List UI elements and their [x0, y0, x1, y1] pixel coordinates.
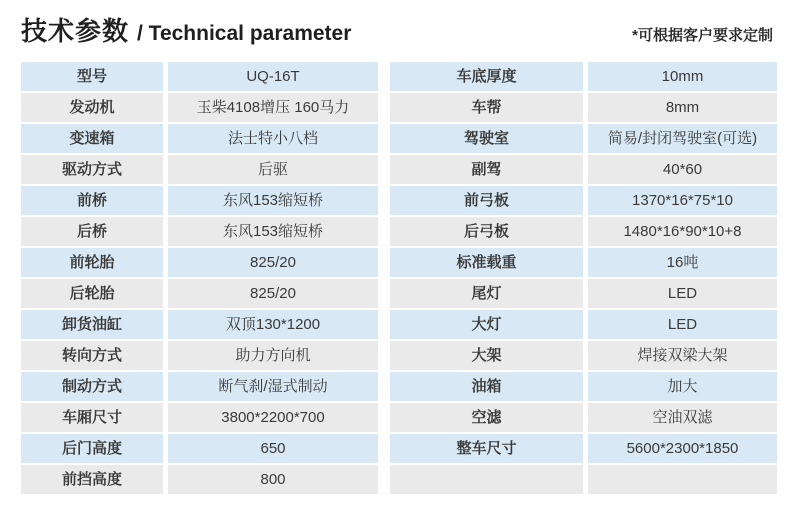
param-label: 转向方式 [21, 341, 163, 370]
param-label: 空滤 [390, 403, 583, 432]
param-label: 尾灯 [390, 279, 583, 308]
table-row [390, 279, 777, 308]
param-value: 825/20 [168, 248, 378, 277]
param-label: 变速箱 [21, 124, 163, 153]
param-label: 后弓板 [390, 217, 583, 246]
param-label: 副驾 [390, 155, 583, 184]
param-label: 车厢尺寸 [21, 403, 163, 432]
param-value: 焊接双梁大架 [588, 341, 777, 370]
param-label: 驱动方式 [21, 155, 163, 184]
page-title-english: / Technical parameter [137, 22, 352, 45]
table-row [390, 310, 777, 339]
param-label: 油箱 [390, 372, 583, 401]
spec-table-right [390, 62, 777, 494]
param-label: 大架 [390, 341, 583, 370]
param-label [390, 465, 583, 494]
param-label: 后桥 [21, 217, 163, 246]
param-value: 玉柴4108增压 160马力 [168, 93, 378, 122]
table-row [21, 124, 378, 153]
param-label: 整车尺寸 [390, 434, 583, 463]
param-value: 5600*2300*1850 [588, 434, 777, 463]
table-row [21, 62, 378, 91]
customization-note: *可根据客户要求定制 [632, 27, 773, 44]
param-value: 8mm [588, 93, 777, 122]
param-value: 空油双滤 [588, 403, 777, 432]
param-label: 制动方式 [21, 372, 163, 401]
param-label: 前轮胎 [21, 248, 163, 277]
param-value: 1480*16*90*10+8 [588, 217, 777, 246]
param-label: 车帮 [390, 93, 583, 122]
param-value: UQ-16T [168, 62, 378, 91]
param-value [588, 465, 777, 494]
param-label: 型号 [21, 62, 163, 91]
param-value: 断气刹/湿式制动 [168, 372, 378, 401]
table-row [21, 372, 378, 401]
spec-table-left [21, 62, 378, 494]
param-value: 东风153缩短桥 [168, 186, 378, 215]
page-header [0, 0, 800, 48]
param-value: LED [588, 279, 777, 308]
table-row [390, 248, 777, 277]
table-row [390, 93, 777, 122]
param-label: 前弓板 [390, 186, 583, 215]
table-row [21, 186, 378, 215]
param-value: 650 [168, 434, 378, 463]
table-row [390, 372, 777, 401]
table-row-empty [390, 465, 777, 494]
param-value: 825/20 [168, 279, 378, 308]
param-value: LED [588, 310, 777, 339]
table-row [390, 155, 777, 184]
table-row [390, 124, 777, 153]
param-value: 双顶130*1200 [168, 310, 378, 339]
table-row [21, 279, 378, 308]
table-row [390, 341, 777, 370]
param-value: 加大 [588, 372, 777, 401]
page-title-chinese: 技术参数 [21, 16, 130, 46]
param-value: 1370*16*75*10 [588, 186, 777, 215]
param-value: 10mm [588, 62, 777, 91]
table-row [390, 403, 777, 432]
table-row [390, 217, 777, 246]
param-label: 卸货油缸 [21, 310, 163, 339]
param-value: 16吨 [588, 248, 777, 277]
param-label: 后门高度 [21, 434, 163, 463]
param-value: 法士特小八档 [168, 124, 378, 153]
table-row [390, 62, 777, 91]
param-value: 800 [168, 465, 378, 494]
param-value: 简易/封闭驾驶室(可选) [588, 124, 777, 153]
param-label: 车底厚度 [390, 62, 583, 91]
param-label: 发动机 [21, 93, 163, 122]
param-value: 后驱 [168, 155, 378, 184]
page-title [21, 11, 351, 48]
param-value: 40*60 [588, 155, 777, 184]
param-value: 助力方向机 [168, 341, 378, 370]
param-label: 前桥 [21, 186, 163, 215]
param-label: 前挡高度 [21, 465, 163, 494]
table-row [21, 155, 378, 184]
spec-tables [21, 62, 777, 494]
param-value: 3800*2200*700 [168, 403, 378, 432]
table-row [390, 186, 777, 215]
table-row [390, 434, 777, 463]
table-row [21, 434, 378, 463]
table-row [21, 217, 378, 246]
param-label: 标准载重 [390, 248, 583, 277]
table-row [21, 465, 378, 494]
table-row [21, 93, 378, 122]
param-value: 东风153缩短桥 [168, 217, 378, 246]
param-label: 后轮胎 [21, 279, 163, 308]
table-row [21, 310, 378, 339]
table-row [21, 248, 378, 277]
table-row [21, 403, 378, 432]
param-label: 大灯 [390, 310, 583, 339]
table-row [21, 341, 378, 370]
param-label: 驾驶室 [390, 124, 583, 153]
